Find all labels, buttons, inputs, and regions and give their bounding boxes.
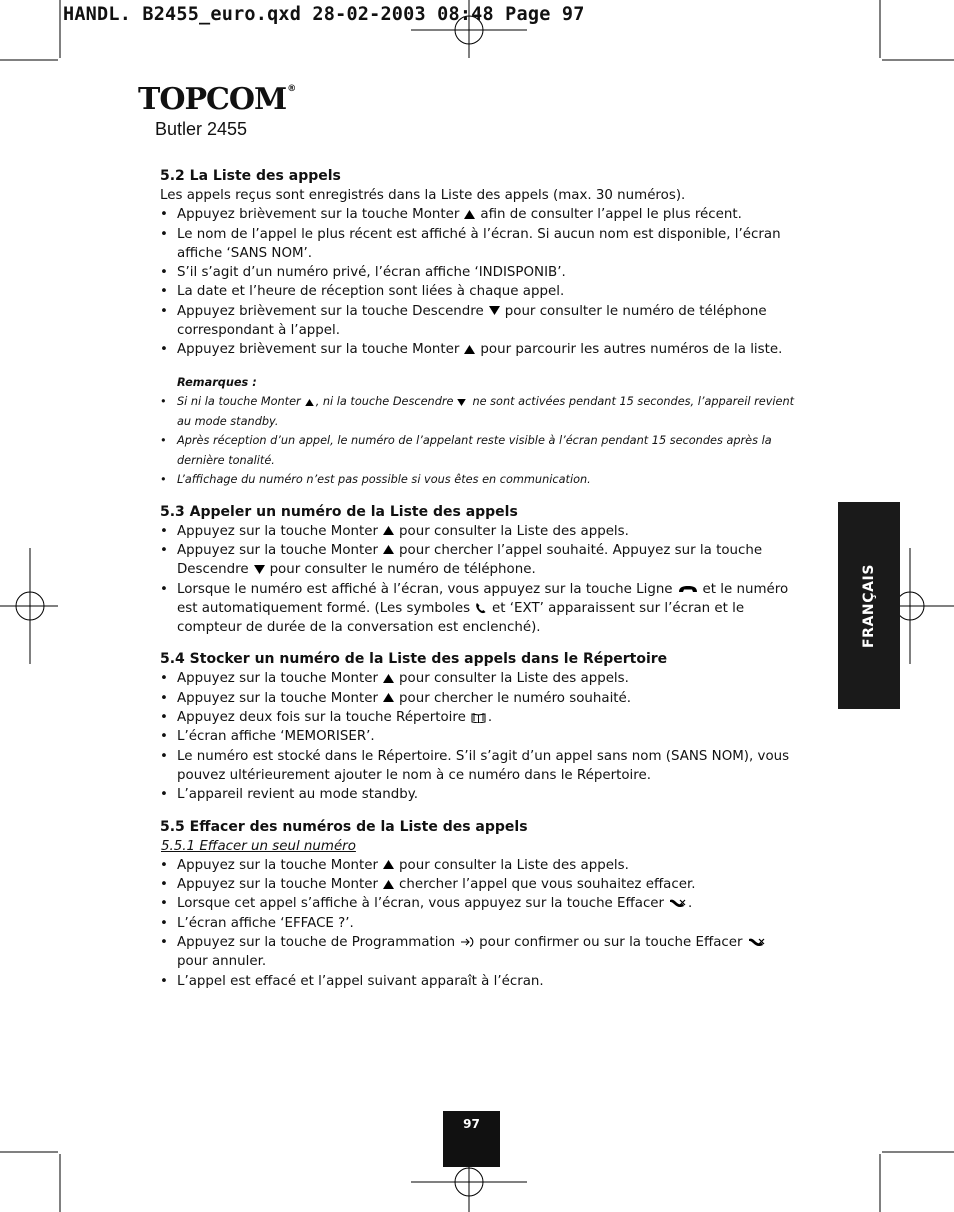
- section-title: 5.2 La Liste des appels: [160, 168, 341, 184]
- text: pour parcourir les autres numéros de la liste.: [480, 342, 783, 358]
- text: Appuyez sur la touche Monter: [177, 690, 379, 706]
- page-number: 97: [443, 1111, 500, 1167]
- list-item: [160, 914, 800, 933]
- model-name: Butler 2455: [155, 119, 248, 139]
- text: pour confirmer ou sur la touche Effacer: [479, 935, 743, 951]
- up-arrow-icon: [464, 210, 475, 219]
- up-arrow-icon: [383, 526, 394, 535]
- up-arrow-icon: [383, 545, 394, 554]
- text: Appuyez brièvement sur la touche Monter: [177, 342, 460, 358]
- list-item: [160, 856, 800, 875]
- delete-icon: [669, 898, 686, 909]
- registered-mark: ®: [287, 84, 297, 94]
- text: Le nom de l’appel le plus récent est affiché à l’écran. Si aucun nom est disponible, l’écran affiche ‘SANS NOM’.: [177, 226, 781, 261]
- text: Appuyez sur la touche Monter: [177, 857, 379, 873]
- list-item: [160, 933, 800, 972]
- list-item: [160, 580, 800, 638]
- delete-icon: [748, 937, 765, 948]
- section-title: 5.3 Appeler un numéro de la Liste des appels: [160, 503, 518, 520]
- language-tab-label: FRANÇAIS: [861, 563, 877, 649]
- down-arrow-icon: [489, 306, 500, 315]
- text: pour consulter la Liste des appels.: [399, 523, 629, 539]
- program-icon: [460, 936, 474, 948]
- list-item: [160, 282, 800, 301]
- bullet-list: [160, 669, 800, 804]
- list-item: [160, 689, 800, 708]
- text: , ni la touche Descendre: [315, 395, 454, 409]
- down-arrow-icon: [457, 399, 466, 406]
- text: pour chercher le numéro souhaité.: [399, 690, 632, 706]
- text: Appuyez sur la touche Monter: [177, 671, 379, 687]
- up-arrow-icon: [383, 880, 394, 889]
- up-arrow-icon: [464, 345, 475, 354]
- up-arrow-icon: [383, 674, 394, 683]
- list-item: [160, 225, 800, 264]
- text: L’affichage du numéro n’est pas possible si vous êtes en communication.: [177, 473, 591, 487]
- text: ne sont activées pendant 15 secondes, l’appareil revient au mode standby.: [177, 395, 795, 428]
- list-item: [160, 392, 800, 431]
- text: Après réception d’un appel, le numéro de l’appelant reste visible à l’écran pendant 15 secondes après la dernière tonalité.: [177, 434, 772, 467]
- notes-list: [160, 392, 800, 490]
- line-key-icon: [678, 585, 698, 593]
- text: pour consulter la Liste des appels.: [399, 857, 629, 873]
- list-item: [160, 875, 800, 894]
- list-item: [160, 340, 800, 359]
- text: Lorsque le numéro est affiché à l’écran, vous appuyez sur la touche Ligne: [177, 581, 673, 597]
- section-title: 5.5 Effacer des numéros de la Liste des appels: [160, 818, 528, 835]
- text: Appuyez sur la touche de Programmation: [177, 935, 456, 951]
- section-5-4: [160, 649, 800, 804]
- text: pour consulter la Liste des appels.: [399, 671, 629, 687]
- text: Appuyez sur la touche Monter: [177, 877, 379, 893]
- logo-text: TOPCOM: [138, 82, 287, 117]
- list-item: [160, 541, 800, 580]
- text: L’appel est effacé et l’appel suivant apparaît à l’écran.: [177, 973, 544, 989]
- bullet-list: [160, 205, 800, 359]
- list-item: [160, 302, 800, 341]
- list-item: [160, 785, 800, 804]
- text: et ‘EXT’ apparaissent sur l’écran et le compteur de durée de la conversation est enclenché).: [177, 600, 745, 636]
- text: S’il s’agit d’un numéro privé, l’écran affiche ‘INDISPONIB’.: [177, 265, 566, 281]
- section-title: 5.4 Stocker un numéro de la Liste des appels dans le Répertoire: [160, 651, 668, 668]
- topcom-logo: [138, 82, 297, 117]
- notes-heading: Remarques :: [177, 375, 257, 389]
- up-arrow-icon: [383, 860, 394, 869]
- text: Le numéro est stocké dans le Répertoire. S’il s’agit d’un appel sans nom (SANS NOM), vous pouvez ultérieurement ajouter le nom à ce numéro dans le Répertoire.: [177, 748, 790, 783]
- text: Si ni la touche Monter: [177, 395, 301, 409]
- text: et le numéro est automatiquement formé. (Les symboles: [177, 581, 789, 616]
- text: .: [688, 896, 693, 912]
- text: La date et l’heure de réception sont liées à chaque appel.: [177, 284, 565, 300]
- notes-block: [160, 373, 800, 490]
- text: pour annuler.: [177, 954, 267, 970]
- file-slug: HANDL. B2455_euro.qxd 28-02-2003 08:48 Page 97: [63, 4, 585, 25]
- manual-content: [160, 166, 800, 991]
- list-item: [160, 470, 800, 490]
- list-item: [160, 522, 800, 541]
- up-arrow-icon: [305, 399, 314, 406]
- phonebook-icon: [471, 711, 486, 723]
- handset-icon: [475, 602, 487, 614]
- text: pour chercher l’appel souhaité. Appuyez sur la touche Descendre: [177, 542, 763, 578]
- list-item: [160, 727, 800, 746]
- down-arrow-icon: [254, 565, 265, 574]
- section-5-5: [160, 817, 800, 991]
- section-5-2: [160, 166, 800, 360]
- text: .: [487, 710, 493, 726]
- text: Appuyez brièvement sur la touche Monter: [177, 207, 460, 223]
- text: chercher l’appel que vous souhaitez effacer.: [399, 877, 696, 893]
- text: L’écran affiche ‘MEMORISER’.: [177, 729, 375, 745]
- text: pour consulter le numéro de téléphone.: [269, 562, 536, 578]
- text: afin de consulter l’appel le plus récent.: [480, 207, 742, 223]
- list-item: [160, 263, 800, 282]
- text: Appuyez sur la touche Monter: [177, 542, 379, 558]
- section-5-3: [160, 502, 800, 638]
- list-item: [160, 205, 800, 224]
- list-item: [160, 972, 800, 991]
- list-item: [160, 669, 800, 688]
- text: L’écran affiche ‘EFFACE ?’.: [177, 915, 354, 931]
- text: Appuyez brièvement sur la touche Descendre: [177, 303, 484, 319]
- up-arrow-icon: [383, 693, 394, 702]
- text: L’appareil revient au mode standby.: [177, 787, 418, 803]
- section-intro: Les appels reçus sont enregistrés dans la Liste des appels (max. 30 numéros).: [160, 188, 686, 203]
- list-item: [160, 747, 800, 786]
- subsection-title: 5.5.1 Effacer un seul numéro: [161, 838, 356, 854]
- list-item: [160, 431, 800, 470]
- text: Lorsque cet appel s’affiche à l’écran, vous appuyez sur la touche Effacer: [177, 896, 665, 912]
- bullet-list: [160, 522, 800, 638]
- text: Appuyez deux fois sur la touche Répertoire: [177, 710, 466, 726]
- bullet-list: [160, 856, 800, 991]
- list-item: [160, 708, 800, 727]
- text: pour consulter le numéro de téléphone correspondant à l’appel.: [177, 303, 767, 339]
- list-item: [160, 894, 800, 913]
- text: Appuyez sur la touche Monter: [177, 523, 379, 539]
